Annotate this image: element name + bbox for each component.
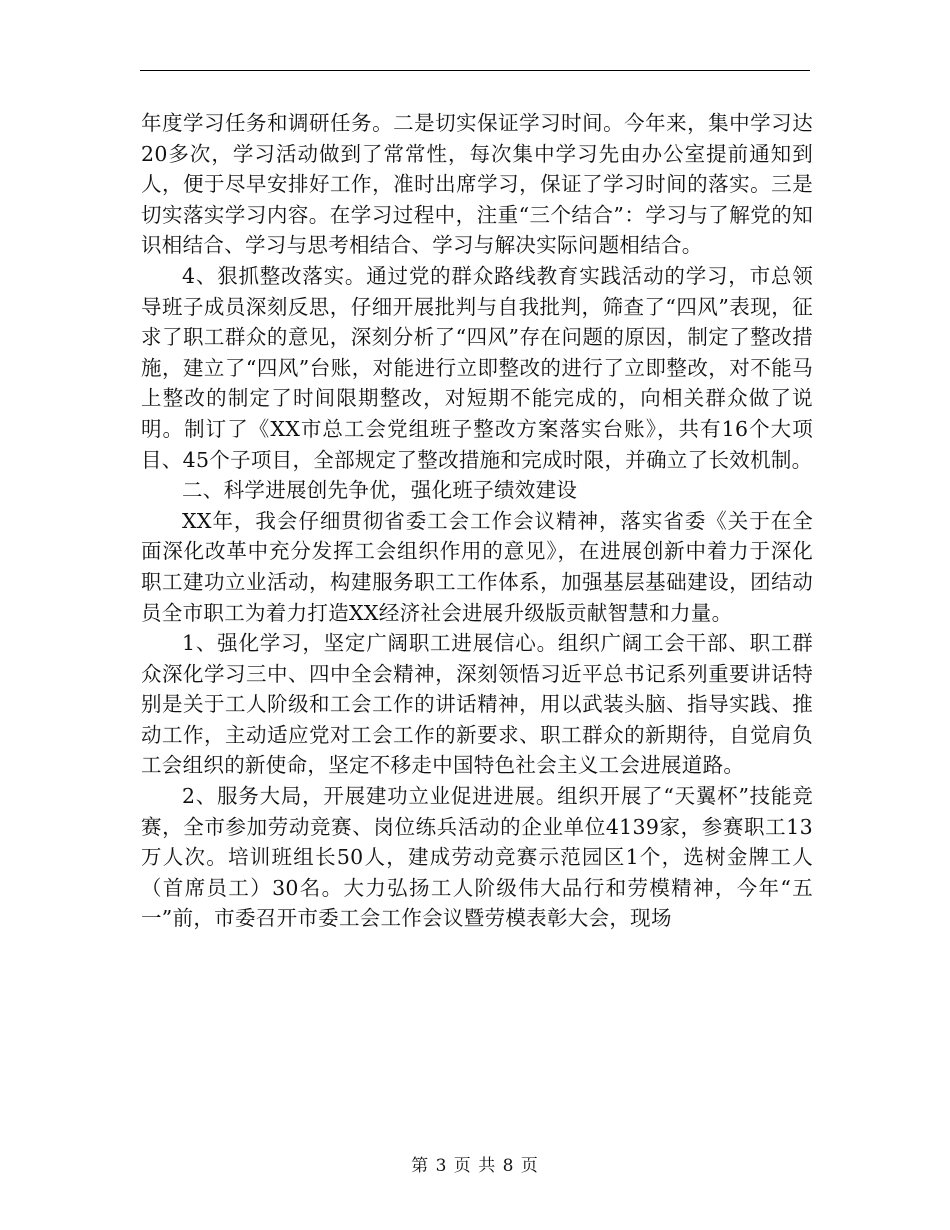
paragraph-serve-overall: 2、服务大局，开展建功立业促进进展。组织开展了“天翼杯”技能竞赛，全市参加劳动竞赛、岗位练兵活动的企业单位4139家，参赛职工13万人次。培训班组长50人，建成劳动竞赛示范园区1个，选树金牌工人（首席员工）30名。大力弘扬工人阶级伟大品行和劳模精神，今年“五一”前，市委召开市委工会工作会议暨劳模表彰大会，现场 bbox=[141, 784, 813, 931]
header-rule bbox=[140, 70, 810, 71]
paragraph-rectification: 4、狠抓整改落实。通过党的群众路线教育实践活动的学习，市总领导班子成员深刻反思，仔细开展批判与自我批判，筛查了“四风”表现，征求了职工群众的意见，深刻分析了“四风”存在问题的原因，制定了整改措施，建立了“四风”台账，对能进行立即整改的进行了立即整改，对不能马上整改的制定了时间限期整改，对短期不能完成的，向相关群众做了说明。制订了《XX市总工会党组班子整改方案落实台账》，共有16个大项目、45个子项目，全部规定了整改措施和完成时限，并确立了长效机制。 bbox=[141, 263, 813, 472]
section-heading-2: 二、科学进展创先争优，强化班子绩效建设 bbox=[182, 478, 578, 503]
page-footer: 第 3 页 共 8 页 bbox=[411, 1156, 539, 1176]
paragraph-section-intro: XX年，我会仔细贯彻省委工会工作会议精神，落实省委《关于在全面深化改革中充分发挥工会组织作用的意见》，在进展创新中着力于深化职工建功立业活动，构建服务职工工作体系，加强基层基础建设，团结动员全市职工为着力打造XX经济社会进展升级版贡献智慧和力量。 bbox=[141, 508, 813, 625]
paragraph-continuation: 年度学习任务和调研任务。二是切实保证学习时间。今年来，集中学习达20多次，学习活动做到了常常性，每次集中学习先由办公室提前通知到人，便于尽早安排好工作，准时出席学习，保证了学习时间的落实。三是切实落实学习内容。在学习过程中，注重“三个结合”：学习与了解党的知识相结合、学习与思考相结合、学习与解决实际问题相结合。 bbox=[141, 111, 813, 258]
paragraph-strengthen-learning: 1、强化学习，坚定广阔职工进展信心。组织广阔工会干部、职工群众深化学习三中、四中全会精神，深刻领悟习近平总书记系列重要讲话特别是关于工人阶级和工会工作的讲话精神，用以武装头脑、指导实践、推动工作，主动适应党对工会工作的新要求、职工群众的新期待，自觉肩负工会组织的新使命，坚定不移走中国特色社会主义工会进展道路。 bbox=[141, 631, 813, 778]
body-text bbox=[141, 108, 813, 934]
